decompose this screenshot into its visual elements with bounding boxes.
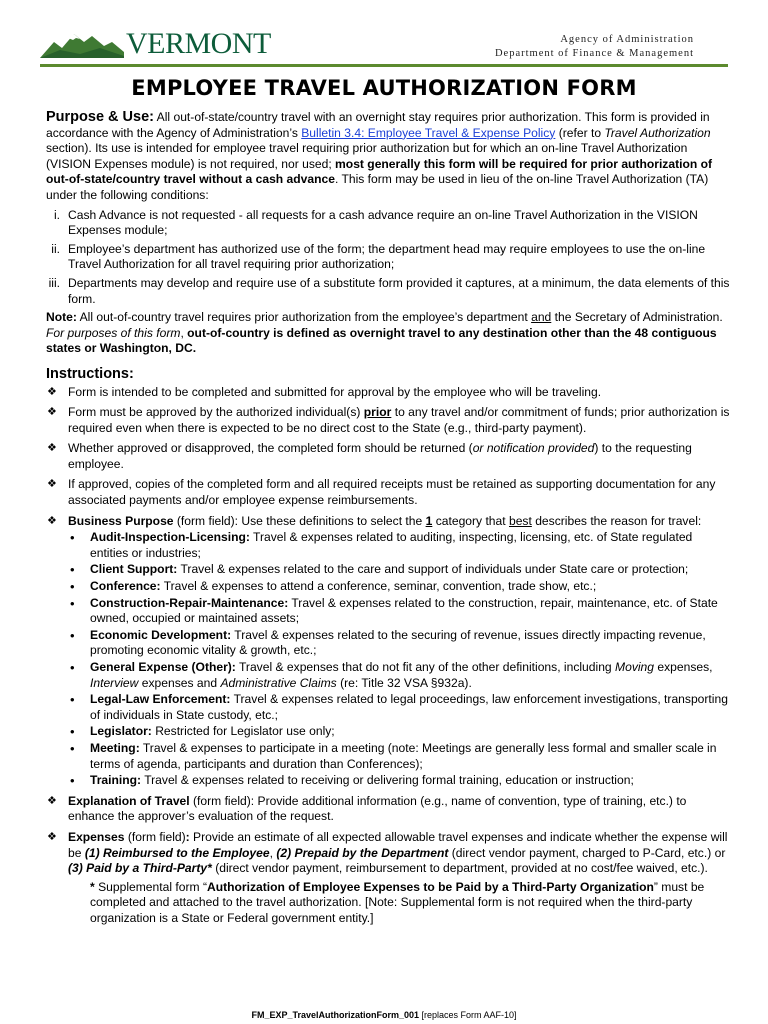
note-paragraph: Note: All out-of-country travel requires prior authorization from the employee’s department and the Secretary of Administration. For purposes of this form, out-of-country is defined as overnight travel to any destination other than the 48 contiguous states or Washington, DC. — [46, 310, 723, 356]
business-purpose-item: ❖ Business Purpose (form field): Use these definitions to select the 1 category that best describes the reason for travel: • Audit-Inspection-Licensing: Travel & expenses related to auditing, inspecting, licensing, etc. of State regulated entities or industries; • Client Support: Travel & expenses related to the care and support of individuals under State care or protection; • Conference: Travel & expenses to attend a conference, seminar, convention, trade show, etc.; • Construction-Repair-Maintenance: Travel & expenses related to the construction, repair, maintenance, etc. of State owned, occupied or maintained assets; • Economic Development: Travel & expenses related to the securing of revenue, issues directly impacting revenue, promoting economic vitality & growth, etc.; • General Expense (Other): Travel & expenses that do not fit any of the other definitions, including Moving expenses, Interview expenses and Administrative Claims (re: Title 32 VSA §932a). • Legal-Law Enforcement: Travel & expenses related to legal proceedings, law enforcement investigations, transporting of individuals in State custody, etc.; • Legislator: Restricted for Legislator use only; • Meeting: Travel & expenses to participate in a meeting (note: Meetings are generally less formal and smaller scale in terms of agenda, participants and duration than Conferences); • Training: Travel & expenses related to receiving or delivering formal training, education or instruction; — [46, 514, 732, 789]
vermont-logo — [40, 26, 270, 62]
category-item: • Economic Development: Travel & expenses related to the securing of revenue, issues directly impacting revenue, promoting economic vitality & growth, etc.; — [70, 627, 706, 658]
category-item: • Conference: Travel & expenses to attend a conference, seminar, convention, trade show, etc.; — [70, 579, 597, 595]
header-divider — [40, 64, 728, 67]
form-code: FM_EXP_TravelAuthorizationForm_001 — [251, 1010, 419, 1020]
diamond-bullet-icon: ❖ — [47, 478, 57, 491]
category-item: • Audit-Inspection-Licensing: Travel & expenses related to auditing, inspecting, licensing, etc. of State regulated entities or industries; — [70, 530, 693, 560]
list-item: ❖ Whether approved or disapproved, the completed form should be returned (or notification provided) to the requesting employee. — [47, 441, 692, 471]
mountain-logo-icon — [40, 28, 124, 58]
purpose-heading: Purpose & Use: — [46, 109, 154, 125]
page-title: EMPLOYEE TRAVEL AUTHORIZATION FORM — [131, 76, 637, 100]
department-name: Department of Finance & Management — [494, 48, 694, 59]
diamond-bullet-icon: ❖ — [47, 830, 57, 843]
purpose-paragraph: Purpose & Use: All out-of-state/country travel with an overnight stay requires prior authorization. This form is provided in accordance with the Agency of Administration’s Bulletin 3.4: Employee Travel & Expense Policy (refer to Travel Authorization section). Its use is intended for employee travel requiring prior authorization but for which an on-line Travel Authorization (VISION Expenses module) is not required, nor used; most generally this form will be required for prior authorization of out-of-state/country travel without a cash advance. This form may be used in lieu of the on-line Travel Authorization (TA) under the following conditions: — [46, 109, 713, 202]
instructions-heading: Instructions: — [46, 365, 134, 382]
category-item: • Training: Travel & expenses related to receiving or delivering formal training, education or instruction; — [70, 773, 634, 789]
list-item: ❖ If approved, copies of the completed form and all required receipts must be retained as supporting documentation for any associated payments and/or employee expense reimbursements. — [47, 477, 716, 508]
list-item: ii. Employee’s department has authorized use of the form; the department head may require employees to use the on-line Travel Authorization for all travel requiring prior authorization; — [51, 241, 706, 272]
category-item: • General Expense (Other): Travel & expenses that do not fit any of the other definitions, including Moving expenses, Interview expenses and Administrative Claims (re: Title 32 VSA §932a). — [70, 660, 713, 690]
logo-wordmark: VERMONT — [126, 27, 271, 60]
policy-link[interactable]: Bulletin 3.4: Employee Travel & Expense Policy — [301, 125, 556, 140]
list-item: ❖ Form must be approved by the authorized individual(s) prior to any travel and/or commitment of funds; prior authorization is required even when there is expected to be no direct cost to the State (e.g., third-party payment). — [47, 405, 730, 435]
category-item: • Legal-Law Enforcement: Travel & expenses related to legal proceedings, law enforcement investigations, transporting of individuals in State custody, etc.; — [70, 692, 728, 722]
diamond-bullet-icon: ❖ — [47, 514, 57, 527]
form-replaces: [replaces Form AAF-10] — [419, 1010, 517, 1020]
supplemental-note: * Supplemental form “Authorization of Employee Expenses to be Paid by a Third-Party Organization” must be completed and attached to the travel authorization. [Note: Supplemental form is not required when the third-party organization is a State or Federal government entity.] — [90, 879, 705, 925]
agency-name: Agency of Administration — [560, 34, 694, 45]
category-item: • Meeting: Travel & expenses to participate in a meeting (note: Meetings are generally less formal and smaller scale in terms of agenda, participants and duration than Conferences); — [70, 740, 717, 771]
category-item: • Client Support: Travel & expenses related to the care and support of individuals under State care or protection; — [70, 562, 689, 578]
category-item: • Construction-Repair-Maintenance: Travel & expenses related to the construction, repair, maintenance, etc. of State owned, occupied or maintained assets; — [70, 595, 718, 626]
diamond-bullet-icon: ❖ — [47, 406, 57, 419]
category-list — [68, 530, 732, 789]
diamond-bullet-icon: ❖ — [47, 442, 57, 455]
form-footer — [0, 1009, 768, 1021]
list-item: ❖ Form is intended to be completed and submitted for approval by the employee who will be traveling. — [47, 384, 602, 399]
list-item: i. Cash Advance is not requested - all requests for a cash advance require an on-line Travel Authorization in the VISION Expenses module; — [53, 207, 698, 238]
conditions-list — [46, 208, 732, 308]
category-item: • Legislator: Restricted for Legislator use only; — [70, 724, 335, 740]
instructions-list — [46, 385, 732, 927]
agency-block — [495, 33, 694, 61]
expenses-item: ❖ Expenses (form field): Provide an estimate of all expected allowable travel expenses and indicate whether the expense will be (1) Reimbursed to the Employee, (2) Prepaid by the Department (direct vendor payment, charged to P-Card, etc.) or (3) Paid by a Third-Party* (direct vendor payment, reimbursement to department, provided at no cost/fee waived, etc.). * Supplemental form “Authorization of Employee Expenses to be Paid by a Third-Party Organization” must be completed and attached to the travel authorization. [Note: Supplemental form is not required when the third-party organization is a State or Federal government entity.] — [46, 830, 732, 927]
form-content — [46, 110, 732, 932]
list-item: iii. Departments may develop and require use of a substitute form provided it captures, at a minimum, the data elements of this form. — [48, 275, 730, 306]
diamond-bullet-icon: ❖ — [47, 385, 57, 398]
diamond-bullet-icon: ❖ — [47, 794, 57, 807]
explanation-item: ❖ Explanation of Travel (form field): Provide additional information (e.g., name of convention, type of training, etc.) to enhance the approver’s evaluation of the request. — [47, 793, 687, 824]
